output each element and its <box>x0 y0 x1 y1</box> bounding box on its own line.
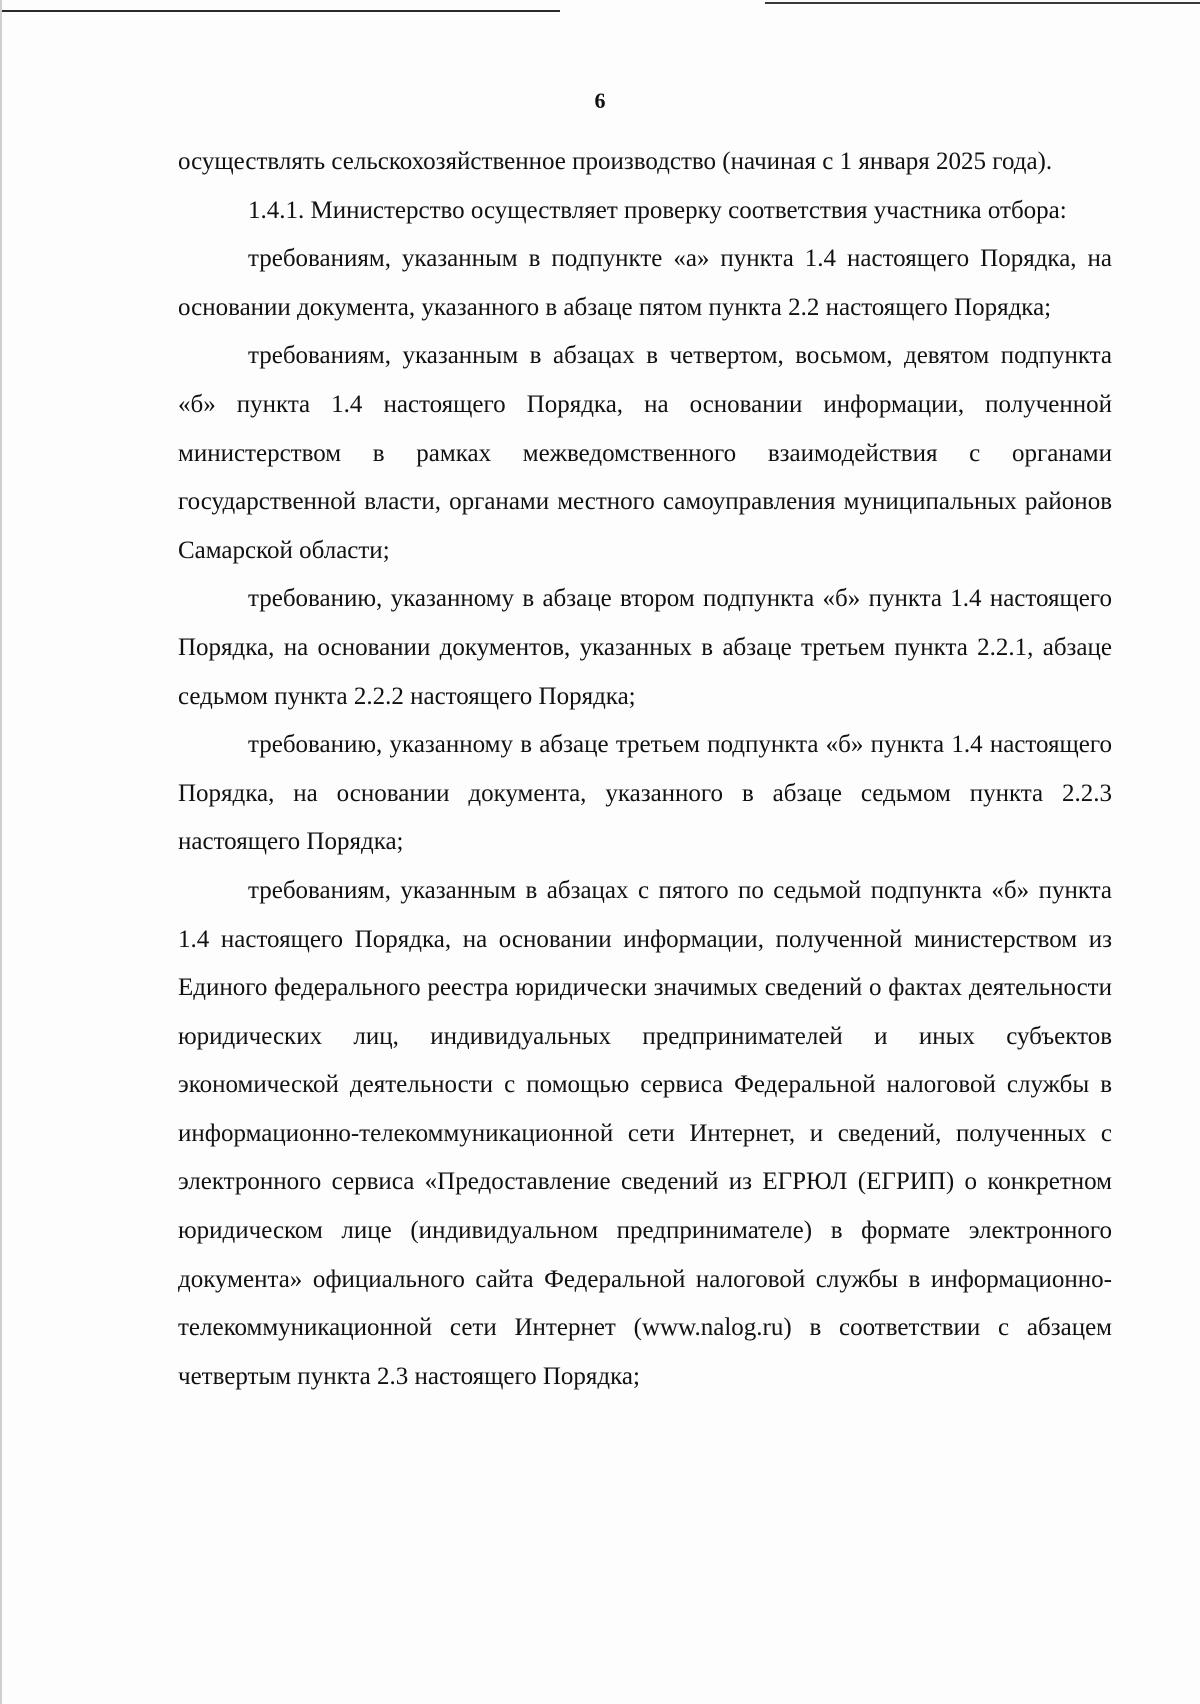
paragraph-2: 1.4.1. Министерство осуществляет проверку соответствия участника отбора: <box>248 196 1067 224</box>
paragraph-1: осуществлять сельскохозяйственное производство (начиная с 1 января 2025 года). <box>178 148 1053 175</box>
scan-border-line <box>765 2 1200 4</box>
page-number: 6 <box>594 88 606 113</box>
paragraph-5: требованию, указанному в абзаце втором подпункта «б» пункта 1.4 настоящего Порядка, на основании документов, указанных в абзаце третьем пункта 2.2.1, абзаце седьмом пункта 2.2.2 настоящего Порядка; <box>178 585 1112 710</box>
scan-border-line <box>0 10 560 12</box>
scan-border-line <box>0 0 2 1704</box>
paragraph-6: требованию, указанному в абзаце третьем подпункта «б» пункта 1.4 настоящего Порядка, на основании документа, указанного в абзаце седьмом пункта 2.2.3 настоящего Порядка; <box>178 731 1112 856</box>
paragraph-4: требованиям, указанным в абзацах в четвертом, восьмом, девятом подпункта «б» пункта 1.4 настоящего Порядка, на основании информации, полученной министерством в рамках межведомственного взаимодействия с органами государственной власти, органами местного самоуправления муниципальных районов Самарской области; <box>178 342 1112 564</box>
paragraph-3: требованиям, указанным в подпункте «а» пункта 1.4 настоящего Порядка, на основании документа, указанного в абзаце пятом пункта 2.2 настоящего Порядка; <box>178 245 1112 321</box>
paragraph-7: требованиям, указанным в абзацах с пятого по седьмой подпункта «б» пункта 1.4 настоящего Порядка, на основании информации, полученной министерством из Единого федерального реестра юридически значимых сведений о фактах деятельности юридических лиц, индивидуальных предпринимателей и иных субъектов экономической деятельности с помощью сервиса Федеральной налоговой службы в информационно-телекоммуникационной сети Интернет, и сведений, полученных с электронного сервиса «Предоставление сведений из ЕГРЮЛ (ЕГРИП) о конкретном юридическом лице (индивидуальном предпринимателе) в формате электронного документа» официального сайта Федеральной налоговой службы в информационно-телекоммуникационной сети Интернет (www.nalog.ru) в соответствии с абзацем четвертым пункта 2.3 настоящего Порядка; <box>178 876 1112 1390</box>
document-body <box>178 138 1112 1401</box>
